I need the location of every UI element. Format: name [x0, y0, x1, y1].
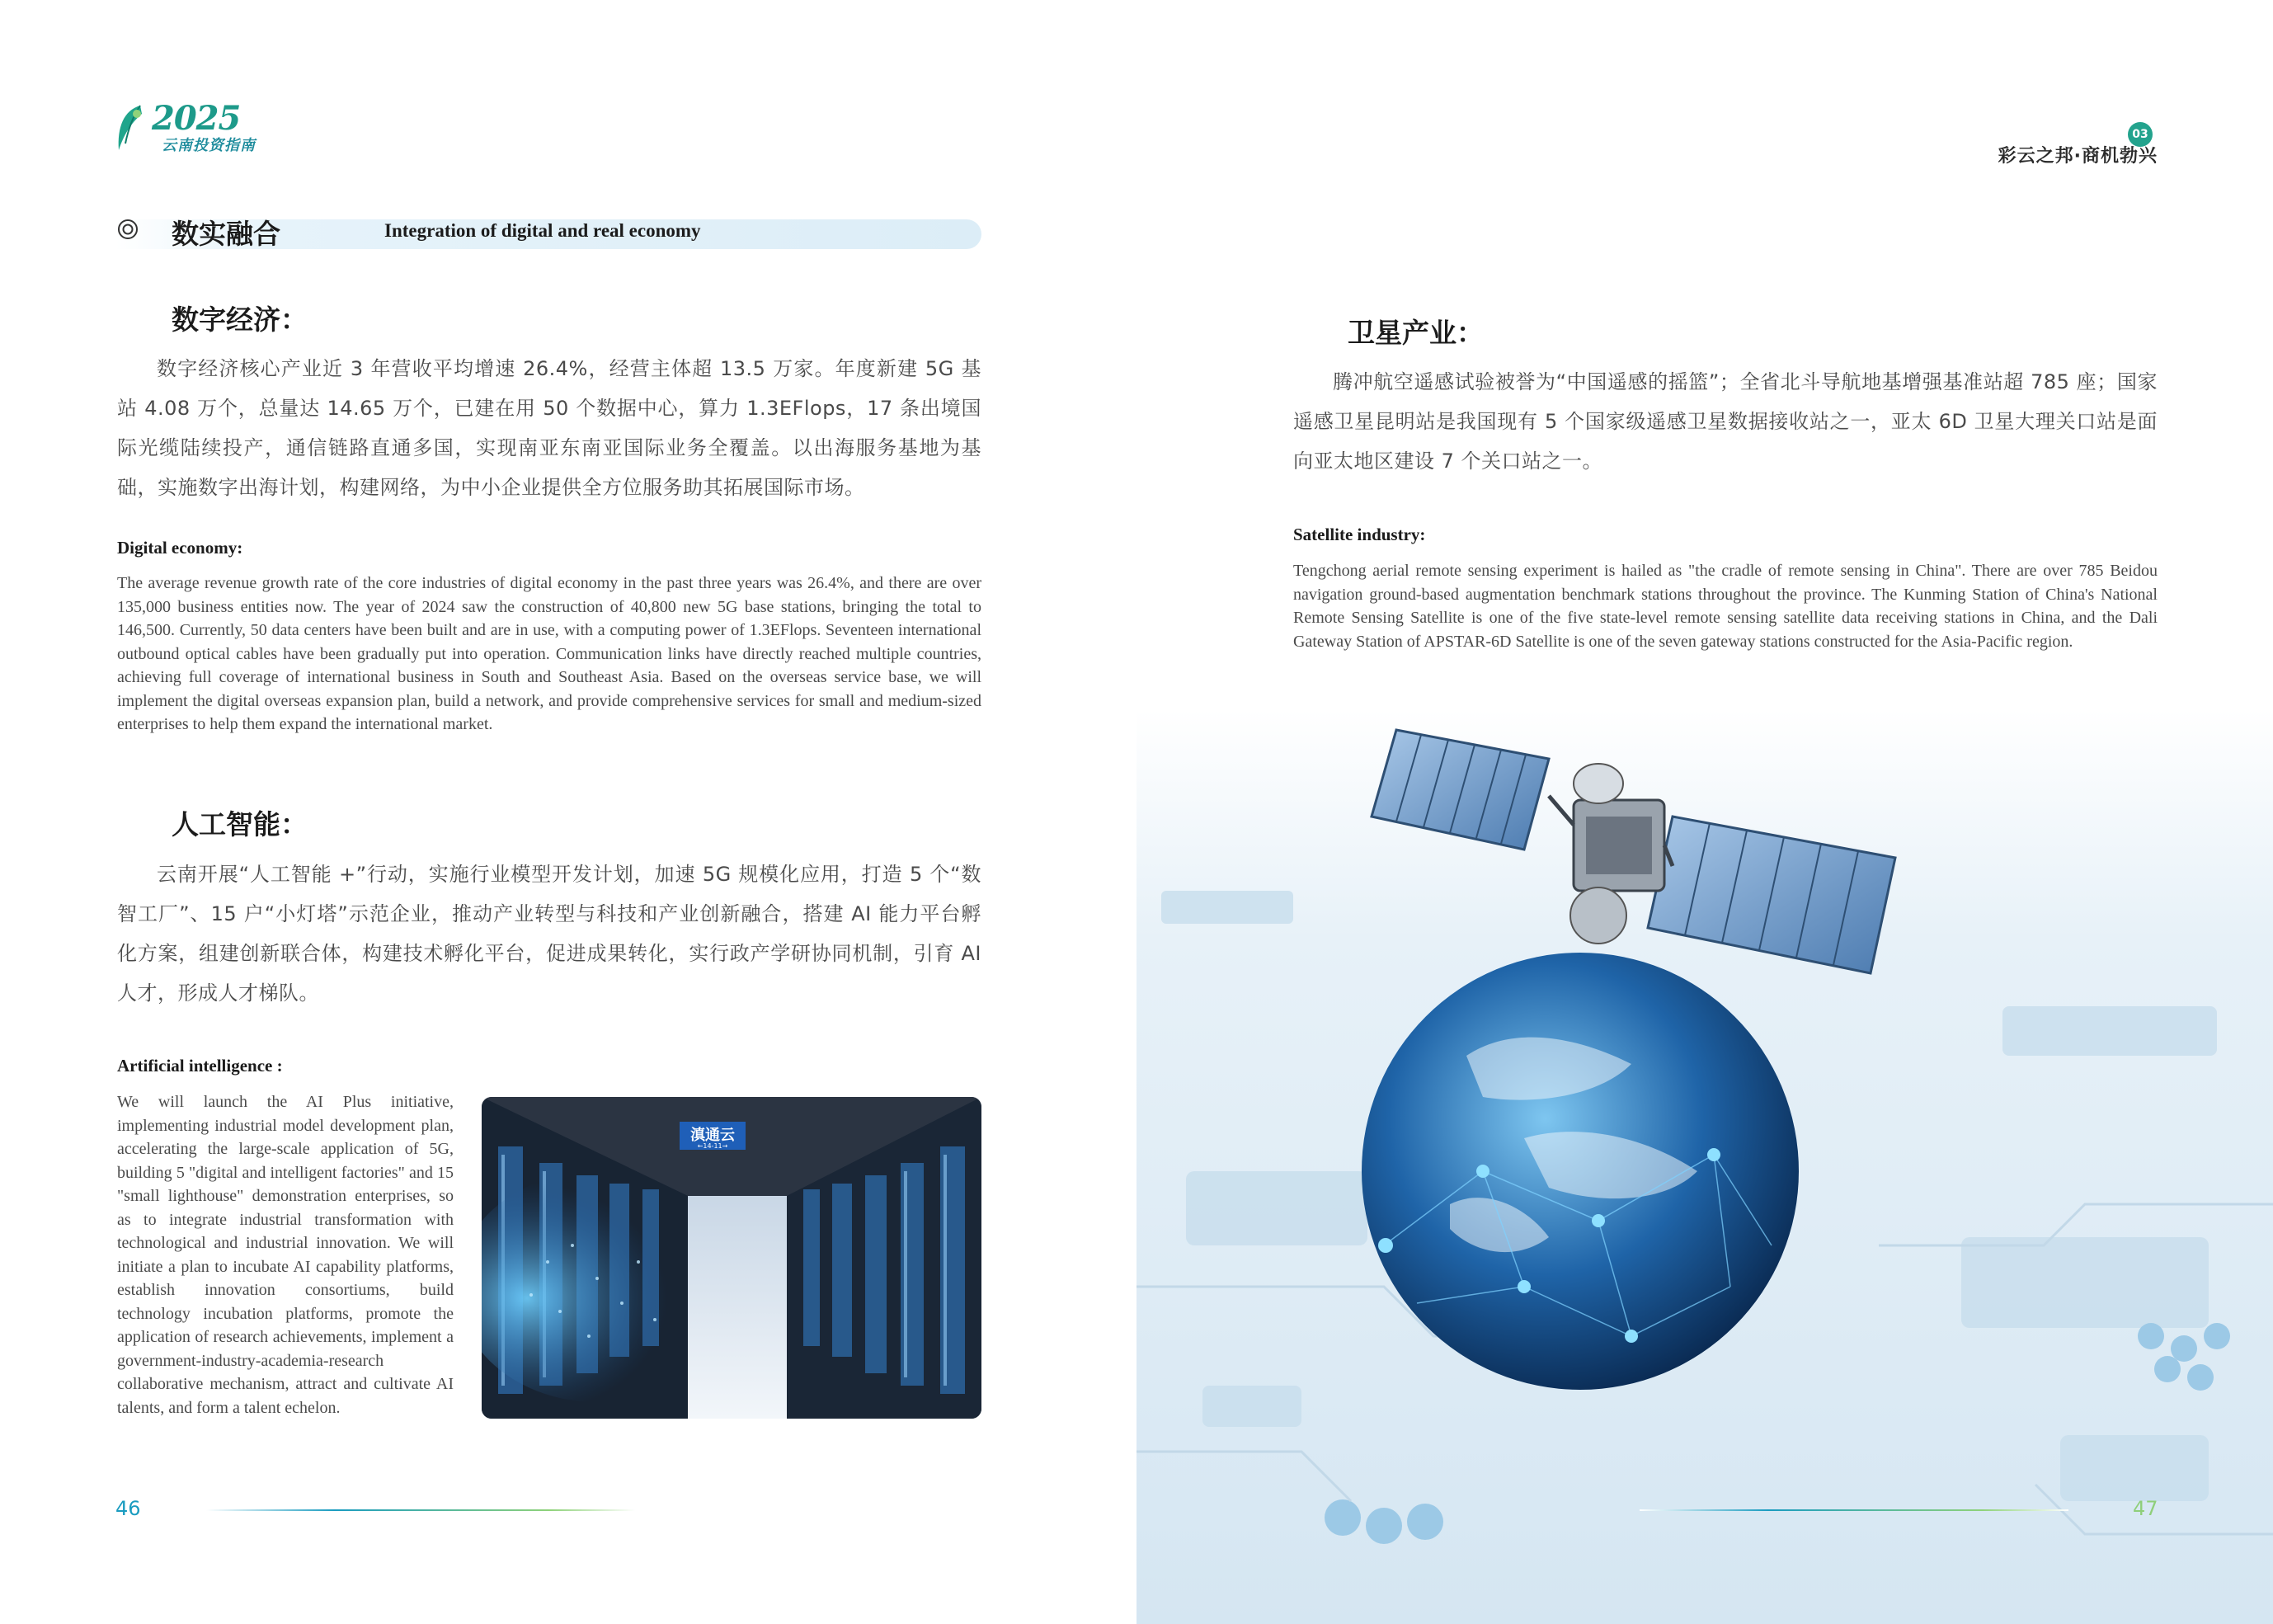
footer-line-right — [1640, 1509, 2068, 1511]
digital-body-en: The average revenue growth rate of the core industries of digital economy in the past three years was 26.4%, and there are over 135,000 business entities now. The year of 2024 saw the construction of 40,800 new 5G base stations, bringing the total to 146,500. Currently, 50 data centers have been built and are in use, with a computing power of 1.3EFlops. Seventeen international outbound optical cables have been gradually put into operation. Communication links have directly reached multiple countries, achieving full coverage of international business in South and Southeast Asia. Based on the overseas service base, we will implement the digital overseas expansion plan, build a network, and provide comprehensive services for small and medium-sized enterprises to help them expand the international market. — [117, 574, 981, 733]
peacock-feather-icon — [115, 102, 144, 152]
satellite-body-en: Tengchong aerial remote sensing experiment is hailed as "the cradle of remote sensing in China". There are over 785 Beidou navigation ground-based augmentation benchmark stations throughout the province. The Kunming Station of China's National Remote Sensing Satellite is one of the five state-level remote sensing satellite data receiving stations in China, and the Dali Gateway Station of APSTAR-6D Satellite is one of the seven gateway stations constructed for the Asia-Pacific region. — [1293, 562, 2158, 651]
satellite-heading-en: Satellite industry: — [1293, 525, 1426, 544]
digital-body-cn: 数字经济核心产业近 3 年营收平均增速 26.4%，经营主体超 13.5 万家。年度新建 5G 基站 4.08 万个，总量达 14.65 万个，已建在用 50 个数据中心，算力 1.3EFlops，17 条出境国际光缆陆续投产，通信链路直通多国，实现南亚东南亚国际业务全覆盖。以出海服务基地为基础，实施数字出海计划，构建网络，为中小企业提供全方位服务助其拓展国际市场。 — [117, 357, 981, 499]
page-number-right: 47 — [2133, 1497, 2158, 1520]
datacenter-sign-sub: ←14-11→ — [697, 1142, 728, 1150]
double-circle-icon — [117, 219, 139, 240]
ai-heading-en: Artificial intelligence : — [117, 1056, 283, 1076]
brand-logo — [115, 99, 272, 157]
digital-heading-en: Digital economy: — [117, 538, 243, 558]
datacenter-image — [482, 1097, 981, 1419]
footer-line-left — [206, 1509, 635, 1511]
section-title-cn: 数实融合 — [172, 218, 280, 250]
chapter-title: 彩云之邦·商机勃兴 — [1998, 146, 2158, 167]
satellite-earth-illustration — [1136, 709, 2273, 1624]
datacenter-sign: 滇通云 — [690, 1127, 735, 1144]
ai-heading-cn: 人工智能： — [172, 808, 308, 840]
logo-subtitle: 云南投资指南 — [162, 137, 256, 154]
ai-body-cn: 云南开展“人工智能 +”行动，实施行业模型开发计划，加速 5G 规模化应用，打造 5 个“数智工厂”、15 户“小灯塔”示范企业，推动产业转型与科技和产业创新融合，搭建 AI 能力平台孵化方案，组建创新联合体，构建技术孵化平台，促进成果转化，实行政产学研协同机制，引育 AI 人才，形成人才梯队。 — [117, 863, 981, 1005]
left-page — [0, 0, 1136, 1624]
right-page — [1136, 0, 2273, 1624]
chapter-badge: 03 — [2128, 122, 2153, 147]
section-title-en: Integration of digital and real economy — [384, 220, 701, 241]
digital-heading-cn: 数字经济： — [172, 304, 308, 336]
datacenter-illustration — [482, 1097, 981, 1419]
satellite-body-cn: 腾冲航空遥感试验被誉为“中国遥感的摇篮”；全省北斗导航地基增强基准站超 785 座；国家遥感卫星昆明站是我国现有 5 个国家级遥感卫星数据接收站之一，亚太 6D 卫星大理关口站是面向亚太地区建设 7 个关口站之一。 — [1293, 370, 2158, 473]
logo-year: 2025 — [152, 99, 241, 138]
page-number-left: 46 — [115, 1497, 141, 1520]
ai-body-en: We will launch the AI Plus initiative, implementing industrial model development plan, accelerating the large-scale application of 5G, building 5 "digital and intelligent factories" and 15 "small lighthouse" demonstration enterprises, so as to integrate industrial transformation with technological and industrial innovation. We will initiate a plan to incubate AI capability platforms, establish innovation consortiums, build technology incubation platforms, promote the application of research achievements, implement a government-industry-academia-research collaborative mechanism, attract and cultivate AI talents, and form a talent echelon. — [117, 1093, 454, 1417]
satellite-heading-cn: 卫星产业： — [1348, 317, 1484, 349]
